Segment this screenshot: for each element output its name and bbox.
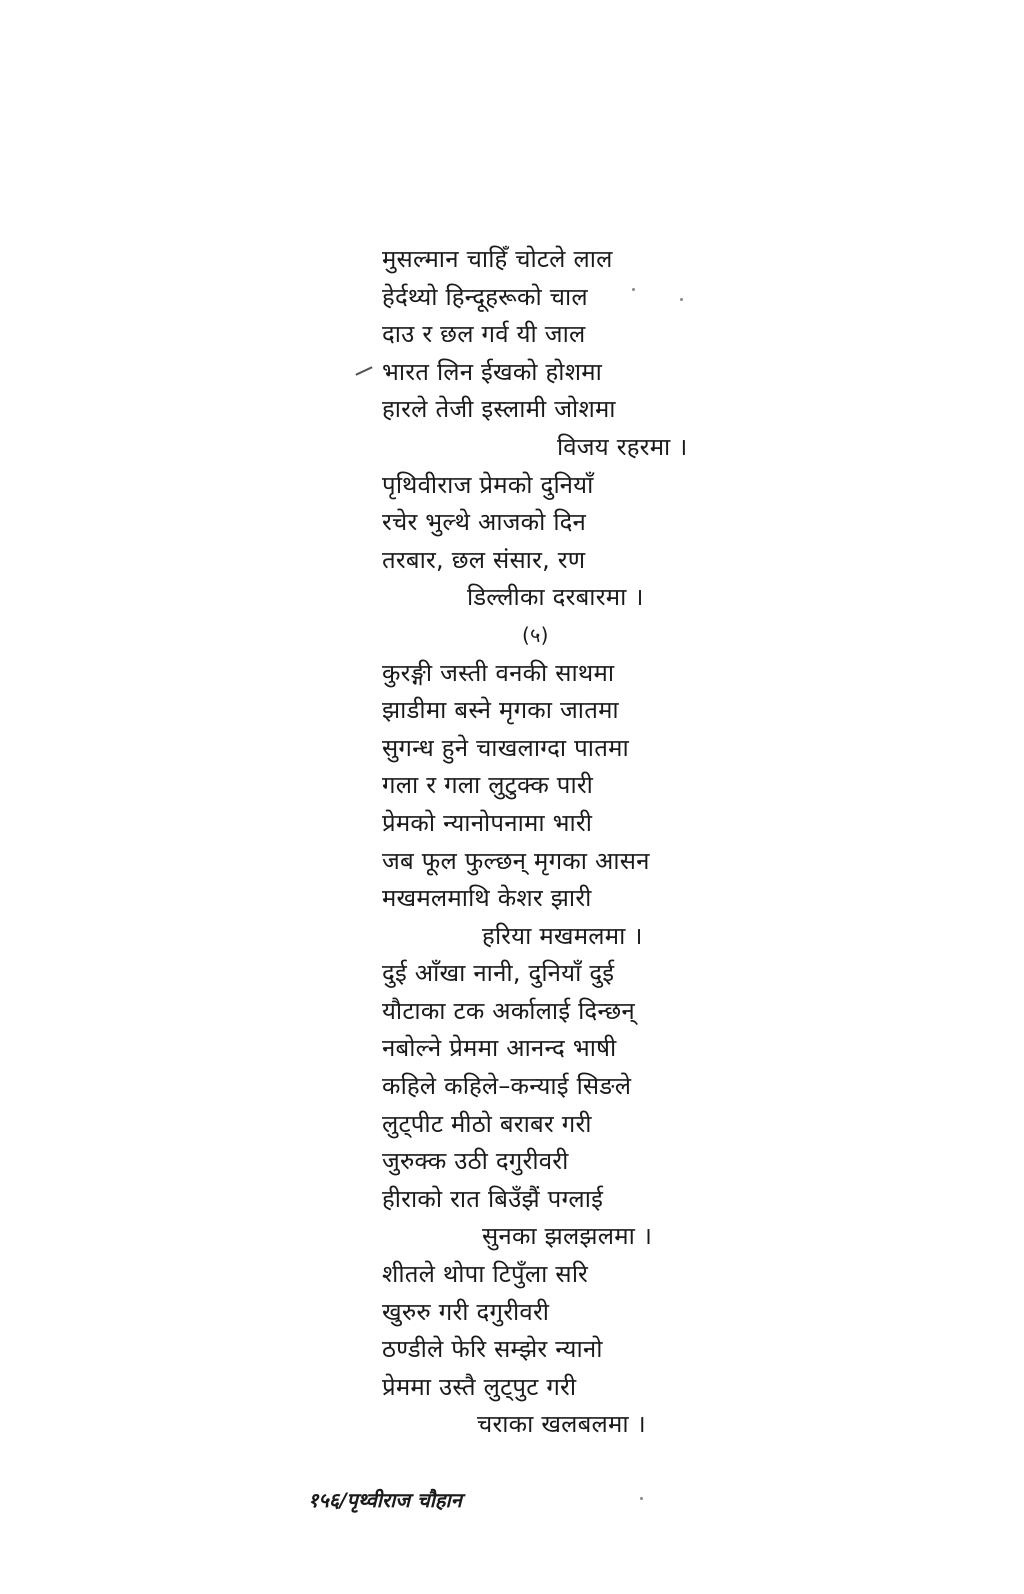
poem-line: यौटाका टक अर्कालाई दिन्छन् (382, 996, 635, 1025)
poem-refrain-line: चराका खलबलमा । (477, 1410, 646, 1439)
poem-refrain-line: हरिया मखमलमा । (482, 921, 643, 950)
poem-line: ठण्डीले फेरि सम्झेर न्यानो (382, 1335, 603, 1364)
poem-line: हारले तेजी इस्लामी जोशमा (382, 395, 616, 424)
poem-line: पृथिवीराज प्रेमको दुनियाँ (382, 470, 594, 499)
poem-refrain-line: सुनका झलझलमा । (482, 1222, 653, 1251)
poem-line: रचेर भुल्थे आजको दिन (382, 508, 587, 537)
poem-line: जब फूल फुल्छन् मृगका आसन (382, 846, 650, 875)
poem-line: जुरुक्क उठी दगुरीवरी (382, 1147, 569, 1176)
poem-line: दाउ र छल गर्व यी जाल (382, 320, 586, 349)
poem-line: तरबार, छल संसार, रण (382, 545, 586, 574)
poem-line: झाडीमा बस्ने मृगका जातमा (382, 696, 619, 725)
poem-refrain-line: डिल्लीका दरबारमा । (467, 583, 644, 612)
poem-line: शीतले थोपा टिपुँला सरि (382, 1260, 589, 1289)
poem-line: नबोल्ने प्रेममा आनन्द भाषी (382, 1034, 617, 1063)
page-footer: १५६/पृथ्वीराज चौहान (308, 1488, 462, 1512)
poem-line: प्रेमको न्यानोपनामा भारी (382, 808, 593, 837)
poem-line: खुरुरु गरी दगुरीवरी (382, 1297, 550, 1326)
poem-refrain-line: विजय रहरमा । (557, 432, 688, 461)
poem-line: हेर्दथ्यो हिन्दूहरूको चाल (382, 282, 588, 311)
poem-line: लुट्पीट मीठो बराबर गरी (382, 1109, 592, 1138)
poem-line: मखमलमाथि केशर झारी (382, 884, 592, 913)
poem-line: हीराको रात बिउँझैं पग्लाई (382, 1184, 604, 1213)
poem-line: सुगन्ध हुने चाखलाग्दा पातमा (382, 733, 629, 762)
poem-line: भारत लिन ईखको होशमा (382, 357, 602, 386)
stray-ink-mark (355, 366, 372, 375)
poem-line: गला र गला लुटुक्क पारी (382, 771, 594, 800)
poem-body (382, 241, 762, 1444)
speck (640, 1497, 643, 1500)
poem-line: कुरङ्गी जस्ती वनकी साथमा (382, 658, 615, 687)
section-number: (५) (522, 622, 549, 647)
poem-line: प्रेममा उस्तै लुट्पुट गरी (382, 1372, 577, 1401)
poem-line: कहिले कहिले–कन्याई सिङले (382, 1072, 632, 1101)
poem-line: मुसल्मान चाहिँ चोटले लाल (382, 245, 613, 273)
poem-line: दुई आँखा नानी, दुनियाँ दुई (382, 959, 615, 988)
